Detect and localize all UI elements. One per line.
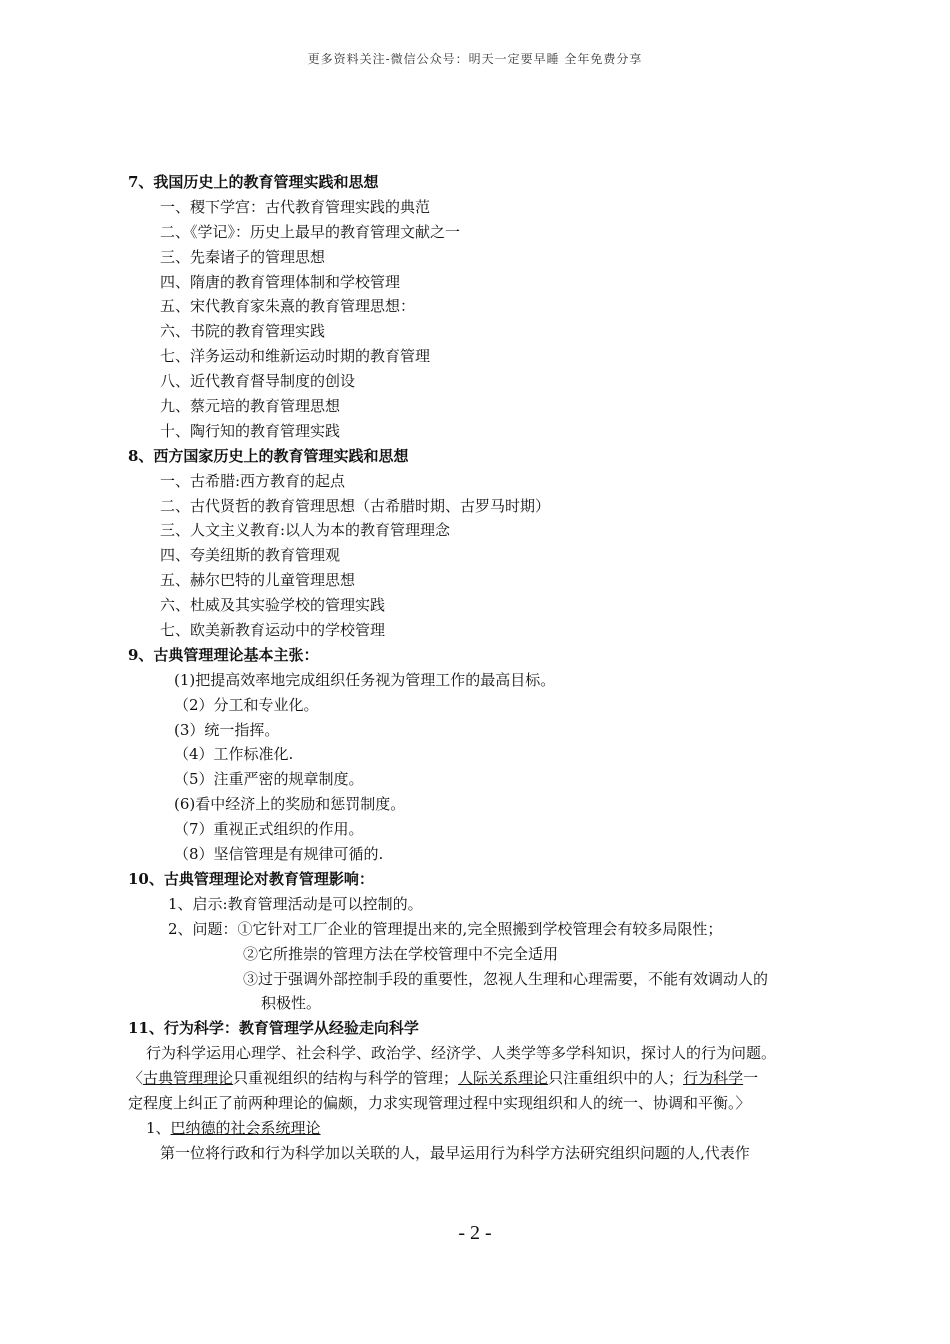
page-number: - 2 - xyxy=(458,1222,492,1244)
underlined-term: 人际关系理论 xyxy=(458,1069,549,1088)
paragraph-line: 2、问题：①它针对工厂企业的管理提出来的,完全照搬到学校管理会有较多局限性； xyxy=(168,919,723,938)
section-11-heading: 11、行为科学：教育管理学从经验走向科学 xyxy=(128,1019,419,1038)
bracket-open: 〈 xyxy=(128,1069,144,1088)
list-item: 七、欧美新教育运动中的学校管理 xyxy=(160,621,386,640)
list-item: 六、杜威及其实验学校的管理实践 xyxy=(160,596,386,615)
list-item: 十、陶行知的教育管理实践 xyxy=(160,421,341,440)
paragraph-line: 行为科学运用心理学、社会科学、政治学、经济学、人类学等多学科知识，探讨人的行为问题。 xyxy=(146,1044,777,1063)
section-7-heading: 7、我国历史上的教育管理实践和思想 xyxy=(128,173,379,191)
subheading xyxy=(128,1116,828,1141)
text-run: 只重视组织的结构与科学的管理； xyxy=(233,1069,459,1088)
list-item: 四、隋唐的教育管理体制和学校管理 xyxy=(160,272,401,291)
list-item: 六、书院的教育管理实践 xyxy=(160,322,326,341)
list-item: 一、古希腊:西方教育的起点 xyxy=(160,471,346,490)
list-item: （4）工作标准化. xyxy=(174,745,294,764)
underlined-term: 古典管理理论 xyxy=(143,1069,234,1088)
list-item: （5）注重严密的规章制度。 xyxy=(174,770,364,789)
text-run: 一 xyxy=(743,1069,759,1088)
subheading-number: 1、 xyxy=(146,1118,171,1137)
paragraph-line: ③过于强调外部控制手段的重要性，忽视人生理和心理需要，不能有效调动人的 xyxy=(243,969,769,988)
list-item: 三、人文主义教育:以人为本的教育管理理念 xyxy=(160,521,451,540)
list-item: 一、稷下学宫：古代教育管理实践的典范 xyxy=(160,197,431,216)
list-item: （7）重视正式组织的作用。 xyxy=(174,820,364,839)
list-item: 五、宋代教育家朱熹的教育管理思想： xyxy=(160,297,416,316)
list-item: 四、夸美纽斯的教育管理观 xyxy=(160,546,341,565)
list-item: 二、《学记》：历史上最早的教育管理文献之一 xyxy=(160,222,461,241)
document-body xyxy=(128,170,828,1166)
list-item: (3）统一指挥。 xyxy=(174,720,280,739)
list-item: 二、古代贤哲的教育管理思想（古希腊时期、古罗马时期） xyxy=(160,496,551,515)
paragraph-line: ②它所推崇的管理方法在学校管理中不完全适用 xyxy=(243,944,559,963)
paragraph-line: 积极性。 xyxy=(261,994,322,1013)
underlined-term: 行为科学 xyxy=(683,1069,744,1088)
list-item: 七、洋务运动和维新运动时期的教育管理 xyxy=(160,347,431,366)
subheading-title: 巴纳德的社会系统理论 xyxy=(170,1118,321,1137)
list-item: 三、先秦诸子的管理思想 xyxy=(160,247,326,266)
text-run: 只注重组织中的人； xyxy=(548,1069,684,1088)
paragraph-line: 1、启示:教育管理活动是可以控制的。 xyxy=(168,894,423,913)
list-item: 八、近代教育督导制度的创设 xyxy=(160,372,356,391)
list-item: 五、赫尔巴特的儿童管理思想 xyxy=(160,571,356,590)
paragraph-line xyxy=(128,1066,828,1091)
section-9-heading: 9、古典管理理论基本主张： xyxy=(128,645,319,664)
paragraph-line: 第一位将行政和行为科学加以关联的人，最早运用行为科学方法研究组织问题的人,代表作 xyxy=(160,1143,750,1162)
section-10-heading: 10、古典管理理论对教育管理影响： xyxy=(128,869,374,888)
list-item: (1)把提高效率地完成组织任务视为管理工作的最高目标。 xyxy=(174,670,556,689)
list-item: （2）分工和专业化。 xyxy=(174,695,319,714)
section-8-heading: 8、西方国家历史上的教育管理实践和思想 xyxy=(128,446,409,465)
list-item: （8）坚信管理是有规律可循的. xyxy=(174,845,384,864)
page-header: 更多资料关注-微信公众号：明天一定要早睡 全年免费分享 xyxy=(307,52,643,66)
paragraph-line: 定程度上纠正了前两种理论的偏颇，力求实现管理过程中实现组织和人的统一、协调和平衡。〉 xyxy=(128,1093,751,1112)
list-item: (6)看中经济上的奖励和惩罚制度。 xyxy=(174,795,406,814)
list-item: 九、蔡元培的教育管理思想 xyxy=(160,397,341,416)
